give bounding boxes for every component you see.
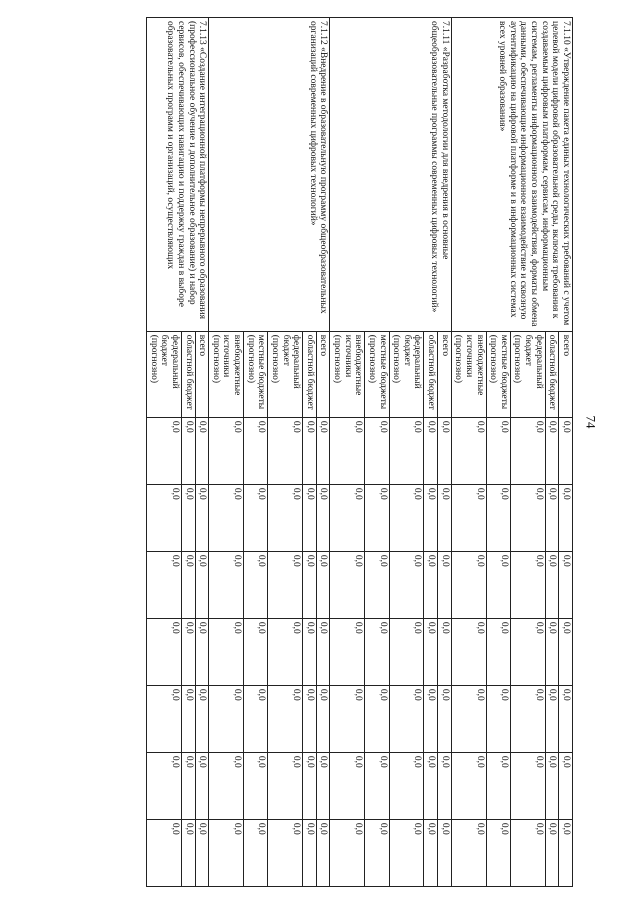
amount-value: 0,0	[498, 420, 509, 433]
amount-cell	[147, 685, 182, 752]
amount-value: 0,0	[304, 621, 315, 634]
amount-cell	[486, 819, 510, 886]
amount-cell	[559, 551, 573, 618]
amount-cell	[389, 484, 424, 551]
amount-cell	[510, 417, 545, 484]
amount-cell	[316, 618, 330, 685]
amount-value: 0,0	[439, 688, 450, 701]
amount-value: 0,0	[304, 688, 315, 701]
amount-cell	[195, 819, 209, 886]
amount-cell	[545, 417, 559, 484]
amount-value: 0,0	[474, 621, 485, 634]
amount-value: 0,0	[561, 621, 571, 634]
amount-value: 0,0	[426, 755, 437, 768]
amount-value: 0,0	[533, 487, 544, 500]
amount-value: 0,0	[291, 420, 302, 433]
amount-cell	[316, 417, 330, 484]
amount-value: 0,0	[377, 822, 388, 835]
amount-cell	[182, 618, 196, 685]
amount-value: 0,0	[547, 688, 558, 701]
amount-value: 0,0	[533, 822, 544, 835]
funding-source: областной бюджет	[424, 331, 438, 417]
amount-cell	[438, 551, 452, 618]
amount-cell	[365, 685, 389, 752]
amount-cell	[438, 819, 452, 886]
amount-cell	[244, 618, 268, 685]
amount-value: 0,0	[183, 822, 194, 835]
amount-value: 0,0	[304, 420, 315, 433]
amount-cell	[147, 752, 182, 819]
amount-cell	[389, 551, 424, 618]
amount-value: 0,0	[232, 554, 243, 567]
amount-value: 0,0	[232, 420, 243, 433]
amount-value: 0,0	[561, 420, 571, 433]
amount-cell	[147, 819, 182, 886]
amount-cell	[268, 685, 303, 752]
amount-value: 0,0	[183, 554, 194, 567]
amount-value: 0,0	[256, 688, 267, 701]
amount-value: 0,0	[377, 420, 388, 433]
amount-cell	[209, 551, 244, 618]
amount-cell	[451, 752, 486, 819]
table-row	[559, 18, 573, 887]
amount-cell	[303, 819, 317, 886]
funding-source: областной бюджет	[303, 331, 317, 417]
amount-value: 0,0	[561, 755, 571, 768]
amount-cell	[147, 618, 182, 685]
amount-value: 0,0	[474, 554, 485, 567]
amount-value: 0,0	[353, 621, 364, 634]
amount-cell	[451, 685, 486, 752]
amount-cell	[330, 752, 365, 819]
amount-value: 0,0	[426, 420, 437, 433]
funding-source: внебюджетные источники (прогнозно)	[451, 331, 486, 417]
amount-value: 0,0	[197, 420, 208, 433]
amount-value: 0,0	[439, 822, 450, 835]
amount-cell	[559, 417, 573, 484]
funding-source: федеральный бюджет (прогнозно)	[510, 331, 545, 417]
amount-value: 0,0	[353, 688, 364, 701]
amount-cell	[268, 551, 303, 618]
amount-value: 0,0	[318, 822, 329, 835]
amount-cell	[389, 685, 424, 752]
amount-value: 0,0	[170, 822, 180, 835]
table-row	[316, 18, 330, 887]
amount-value: 0,0	[170, 554, 180, 567]
amount-cell	[365, 417, 389, 484]
amount-value: 0,0	[197, 621, 208, 634]
amount-value: 0,0	[439, 755, 450, 768]
amount-value: 0,0	[498, 554, 509, 567]
amount-cell	[389, 752, 424, 819]
amount-value: 0,0	[170, 487, 180, 500]
amount-cell	[559, 685, 573, 752]
amount-cell	[510, 618, 545, 685]
amount-cell	[303, 685, 317, 752]
amount-value: 0,0	[232, 621, 243, 634]
amount-cell	[182, 417, 196, 484]
amount-cell	[182, 752, 196, 819]
amount-value: 0,0	[561, 822, 571, 835]
amount-value: 0,0	[547, 420, 558, 433]
amount-cell	[303, 417, 317, 484]
amount-value: 0,0	[474, 487, 485, 500]
amount-cell	[559, 752, 573, 819]
amount-cell	[209, 819, 244, 886]
amount-cell	[510, 819, 545, 886]
amount-cell	[244, 819, 268, 886]
amount-cell	[244, 417, 268, 484]
amount-cell	[486, 551, 510, 618]
amount-cell	[545, 618, 559, 685]
amount-cell	[424, 484, 438, 551]
amount-cell	[438, 417, 452, 484]
amount-cell	[195, 618, 209, 685]
amount-value: 0,0	[426, 487, 437, 500]
amount-value: 0,0	[197, 755, 208, 768]
funding-source: федеральный бюджет (прогнозно)	[147, 331, 182, 417]
amount-value: 0,0	[170, 420, 180, 433]
amount-value: 0,0	[533, 755, 544, 768]
page-number: 74	[583, 415, 599, 429]
amount-cell	[438, 752, 452, 819]
amount-cell	[559, 819, 573, 886]
amount-cell	[424, 685, 438, 752]
amount-value: 0,0	[426, 688, 437, 701]
amount-cell	[559, 618, 573, 685]
amount-value: 0,0	[533, 621, 544, 634]
amount-cell	[330, 819, 365, 886]
amount-value: 0,0	[439, 554, 450, 567]
amount-cell	[209, 417, 244, 484]
amount-cell	[424, 417, 438, 484]
amount-value: 0,0	[474, 755, 485, 768]
amount-value: 0,0	[377, 688, 388, 701]
amount-cell	[303, 551, 317, 618]
amount-value: 0,0	[183, 487, 194, 500]
amount-cell	[365, 551, 389, 618]
amount-value: 0,0	[170, 621, 180, 634]
amount-cell	[486, 685, 510, 752]
amount-cell	[510, 551, 545, 618]
amount-cell	[389, 819, 424, 886]
amount-cell	[268, 819, 303, 886]
amount-value: 0,0	[197, 487, 208, 500]
amount-value: 0,0	[291, 487, 302, 500]
amount-value: 0,0	[439, 487, 450, 500]
amount-value: 0,0	[291, 755, 302, 768]
amount-cell	[365, 484, 389, 551]
amount-cell	[147, 484, 182, 551]
amount-cell	[209, 618, 244, 685]
amount-cell	[244, 685, 268, 752]
amount-value: 0,0	[183, 688, 194, 701]
amount-value: 0,0	[353, 755, 364, 768]
amount-cell	[316, 819, 330, 886]
amount-value: 0,0	[412, 755, 423, 768]
amount-value: 0,0	[547, 822, 558, 835]
amount-value: 0,0	[256, 822, 267, 835]
amount-cell	[545, 752, 559, 819]
amount-value: 0,0	[318, 554, 329, 567]
amount-cell	[438, 484, 452, 551]
amount-value: 0,0	[439, 621, 450, 634]
amount-cell	[389, 417, 424, 484]
amount-cell	[510, 752, 545, 819]
amount-cell	[389, 618, 424, 685]
measure-description: 7.1.10 «Утверждение пакета единых технологических требований с учетом целевой модели цифровой образовательной среды, включая требования к создаваемым цифровым платформам, сервисам, информационным системам, регламенты информационного взаимодействия, форматы обмена данными, обеспечивающие информационное взаимодействие и сквозную аутентификацию на цифровой платформе и в информационных системах всех уровней образования»	[451, 18, 572, 332]
amount-cell	[330, 551, 365, 618]
amount-cell	[268, 752, 303, 819]
amount-value: 0,0	[183, 621, 194, 634]
amount-cell	[182, 819, 196, 886]
amount-value: 0,0	[412, 554, 423, 567]
amount-value: 0,0	[377, 621, 388, 634]
amount-value: 0,0	[439, 420, 450, 433]
amount-cell	[451, 618, 486, 685]
amount-cell	[424, 618, 438, 685]
amount-value: 0,0	[547, 621, 558, 634]
table-row	[195, 18, 209, 887]
funding-source: местные бюджеты (прогнозно)	[486, 331, 510, 417]
amount-cell	[365, 752, 389, 819]
amount-cell	[316, 752, 330, 819]
amount-value: 0,0	[426, 554, 437, 567]
amount-value: 0,0	[412, 621, 423, 634]
table-row	[438, 18, 452, 887]
amount-value: 0,0	[533, 420, 544, 433]
amount-value: 0,0	[498, 755, 509, 768]
amount-cell	[545, 551, 559, 618]
amount-cell	[147, 417, 182, 484]
amount-cell	[195, 685, 209, 752]
amount-cell	[209, 685, 244, 752]
amount-cell	[438, 685, 452, 752]
amount-value: 0,0	[426, 822, 437, 835]
funding-table	[146, 17, 573, 887]
amount-cell	[486, 484, 510, 551]
amount-cell	[268, 484, 303, 551]
amount-cell	[330, 685, 365, 752]
amount-cell	[147, 551, 182, 618]
amount-value: 0,0	[474, 688, 485, 701]
amount-value: 0,0	[291, 554, 302, 567]
amount-value: 0,0	[197, 822, 208, 835]
amount-value: 0,0	[170, 688, 180, 701]
amount-cell	[195, 752, 209, 819]
amount-value: 0,0	[304, 554, 315, 567]
amount-value: 0,0	[533, 688, 544, 701]
amount-value: 0,0	[561, 487, 571, 500]
amount-cell	[195, 551, 209, 618]
amount-value: 0,0	[291, 688, 302, 701]
amount-cell	[451, 417, 486, 484]
amount-value: 0,0	[256, 554, 267, 567]
amount-value: 0,0	[232, 487, 243, 500]
amount-cell	[545, 685, 559, 752]
amount-value: 0,0	[232, 755, 243, 768]
amount-value: 0,0	[318, 755, 329, 768]
amount-value: 0,0	[412, 420, 423, 433]
amount-value: 0,0	[561, 554, 571, 567]
funding-source: всего	[559, 331, 573, 417]
amount-value: 0,0	[547, 554, 558, 567]
amount-value: 0,0	[353, 487, 364, 500]
amount-cell	[195, 484, 209, 551]
amount-cell	[424, 551, 438, 618]
funding-source: областной бюджет	[545, 331, 559, 417]
amount-cell	[330, 618, 365, 685]
funding-source: местные бюджеты (прогнозно)	[365, 331, 389, 417]
amount-value: 0,0	[426, 621, 437, 634]
amount-value: 0,0	[498, 621, 509, 634]
amount-cell	[486, 618, 510, 685]
amount-value: 0,0	[318, 688, 329, 701]
amount-cell	[545, 819, 559, 886]
amount-cell	[316, 685, 330, 752]
amount-cell	[545, 484, 559, 551]
amount-value: 0,0	[377, 755, 388, 768]
amount-cell	[303, 618, 317, 685]
amount-cell	[316, 484, 330, 551]
amount-cell	[486, 417, 510, 484]
amount-cell	[244, 551, 268, 618]
funding-source: всего	[316, 331, 330, 417]
amount-cell	[303, 484, 317, 551]
amount-value: 0,0	[533, 554, 544, 567]
amount-value: 0,0	[256, 621, 267, 634]
amount-cell	[365, 618, 389, 685]
amount-value: 0,0	[353, 822, 364, 835]
amount-value: 0,0	[498, 487, 509, 500]
funding-source: внебюджетные источники (прогнозно)	[209, 331, 244, 417]
measure-description: 7.1.11 «Разработка методологии для внедрения в основные общеобразовательные программы современных цифровых технологий»	[330, 18, 451, 332]
amount-value: 0,0	[318, 420, 329, 433]
amount-value: 0,0	[498, 688, 509, 701]
amount-value: 0,0	[291, 822, 302, 835]
amount-cell	[365, 819, 389, 886]
amount-value: 0,0	[232, 688, 243, 701]
amount-value: 0,0	[412, 487, 423, 500]
amount-value: 0,0	[377, 487, 388, 500]
amount-value: 0,0	[197, 554, 208, 567]
amount-cell	[510, 484, 545, 551]
amount-cell	[182, 551, 196, 618]
amount-value: 0,0	[232, 822, 243, 835]
amount-value: 0,0	[170, 755, 180, 768]
amount-cell	[303, 752, 317, 819]
amount-value: 0,0	[197, 688, 208, 701]
amount-value: 0,0	[474, 822, 485, 835]
amount-cell	[268, 618, 303, 685]
funding-source: внебюджетные источники (прогнозно)	[330, 331, 365, 417]
amount-value: 0,0	[412, 688, 423, 701]
amount-cell	[209, 752, 244, 819]
amount-cell	[316, 551, 330, 618]
amount-cell	[209, 484, 244, 551]
amount-value: 0,0	[547, 755, 558, 768]
amount-value: 0,0	[291, 621, 302, 634]
amount-cell	[195, 417, 209, 484]
funding-source: федеральный бюджет (прогнозно)	[268, 331, 303, 417]
measure-description: 7.1.13 «Создание интеграционной платформы непрерывного образования (профессиональное обучение и дополнительное образование) и набор сервисов, обеспечивающих навигацию и поддержку граждан в выборе образовательных программ и организаций, осуществляющих	[147, 18, 209, 332]
rotated-table-container	[45, 17, 573, 887]
amount-cell	[182, 484, 196, 551]
amount-cell	[244, 752, 268, 819]
amount-value: 0,0	[318, 487, 329, 500]
measure-description: 7.1.12 «Внедрение в образовательную программу общеобразовательных организаций современных цифровых технологий»	[209, 18, 330, 332]
amount-value: 0,0	[377, 554, 388, 567]
amount-value: 0,0	[353, 420, 364, 433]
amount-cell	[330, 484, 365, 551]
amount-value: 0,0	[304, 822, 315, 835]
amount-cell	[244, 484, 268, 551]
amount-value: 0,0	[304, 755, 315, 768]
amount-cell	[330, 417, 365, 484]
amount-cell	[451, 819, 486, 886]
amount-cell	[451, 484, 486, 551]
amount-cell	[559, 484, 573, 551]
amount-value: 0,0	[256, 487, 267, 500]
amount-cell	[424, 752, 438, 819]
amount-value: 0,0	[318, 621, 329, 634]
amount-cell	[510, 685, 545, 752]
amount-value: 0,0	[256, 420, 267, 433]
amount-cell	[424, 819, 438, 886]
amount-value: 0,0	[256, 755, 267, 768]
amount-cell	[182, 685, 196, 752]
amount-value: 0,0	[353, 554, 364, 567]
funding-source: местные бюджеты (прогнозно)	[244, 331, 268, 417]
amount-value: 0,0	[547, 487, 558, 500]
funding-source: всего	[195, 331, 209, 417]
amount-value: 0,0	[412, 822, 423, 835]
funding-source: всего	[438, 331, 452, 417]
amount-value: 0,0	[183, 420, 194, 433]
amount-cell	[268, 417, 303, 484]
amount-value: 0,0	[561, 688, 571, 701]
amount-cell	[451, 551, 486, 618]
amount-value: 0,0	[498, 822, 509, 835]
amount-cell	[486, 752, 510, 819]
amount-value: 0,0	[183, 755, 194, 768]
amount-value: 0,0	[474, 420, 485, 433]
amount-cell	[438, 618, 452, 685]
funding-source: областной бюджет	[182, 331, 196, 417]
amount-value: 0,0	[304, 487, 315, 500]
funding-source: федеральный бюджет (прогнозно)	[389, 331, 424, 417]
